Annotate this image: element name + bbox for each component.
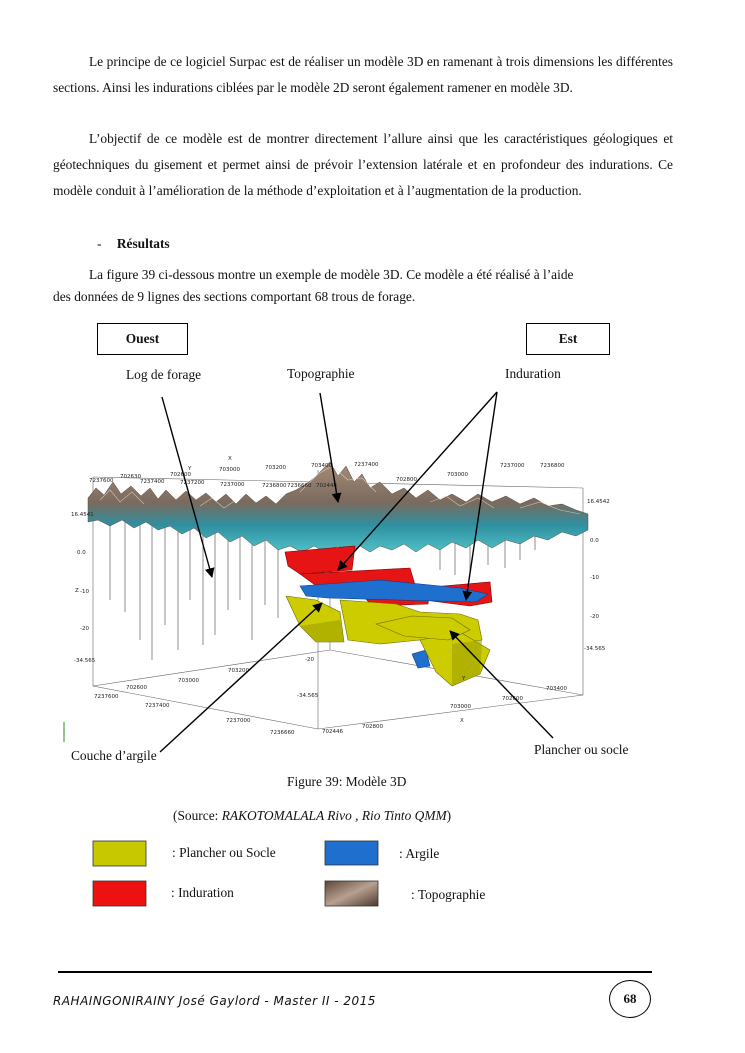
tick-top-17: 7236800 [540, 463, 565, 469]
tick-top-14: 702800 [396, 477, 417, 483]
tick-zm10-left: -10 [80, 589, 89, 595]
tick-bottom-1: 7237600 [94, 694, 119, 700]
page-number: 68 [609, 980, 651, 1018]
tick-top-11: 703400 [311, 463, 332, 469]
tick-top-15: 703000 [447, 472, 468, 478]
figure-intro-line1: La figure 39 ci-dessous montre un exemple de modèle 3D. Ce modèle a été réalisé à l’aide [89, 267, 574, 282]
legend-swatch-induration [93, 881, 146, 906]
tick-bottom-3: 7237400 [145, 703, 170, 709]
callout-floor: Plancher ou socle [534, 742, 629, 757]
callout-log: Log de forage [126, 367, 202, 382]
tick-top-12: 702446 [316, 483, 337, 489]
axis-y-label: Y [188, 466, 192, 472]
tick-z0-right: 0.0 [590, 538, 599, 544]
tick-top-6: 703000 [219, 467, 240, 473]
axis-x-label: X [460, 718, 464, 724]
legend-label-induration: : Induration [171, 885, 234, 900]
tick-top-7: 7237000 [220, 482, 245, 488]
legend-label-floor: : Plancher ou Socle [172, 845, 276, 860]
callout-clay: Couche d’argile [71, 748, 157, 763]
tick-bottom-12: 703200 [228, 668, 249, 674]
footer-rule [58, 971, 652, 973]
tick-z-top-left: 16.4541 [71, 512, 94, 518]
topography-surface [88, 462, 588, 552]
east-label-box: Est [526, 323, 610, 355]
results-title: Résultats [116, 236, 170, 251]
axis-y-label-right: Y [462, 676, 466, 682]
tick-zm20-center: -20 [305, 657, 314, 663]
tick-z-top-right: 16.4542 [587, 499, 610, 505]
tick-zm10-right: -10 [590, 575, 599, 581]
tick-top-9: 7236800 [262, 483, 287, 489]
tick-zm20-left: -20 [80, 626, 89, 632]
callout-induration: Induration [505, 366, 561, 381]
arrow-log [162, 397, 212, 577]
tick-bottom-2: 702600 [126, 685, 147, 691]
paragraph-model-objective: L’objectif de ce modèle est de montrer directement l’allure ainsi que les caractéristiques géologiques et géotechniques du gisement et permet ainsi de prévoir l’extension latérale et en profondeur des indurations. Ce modèle conduit à l’amélioration de la méthode d’exploitation et à l’augmentation de la production. [53, 131, 673, 198]
tick-zmin-center: -34.565 [297, 693, 319, 699]
tick-top-10: 7236660 [287, 483, 312, 489]
tick-top-5: 7237200 [180, 480, 205, 486]
tick-bottom-10: 703400 [546, 686, 567, 692]
legend-label-clay: : Argile [399, 846, 440, 861]
tick-bottom-8: 702800 [362, 724, 383, 730]
tick-bottom-9: 703000 [450, 704, 471, 710]
source-suffix: ) [446, 808, 452, 823]
legend-swatch-floor [93, 841, 146, 866]
tick-top-16: 7237000 [500, 463, 525, 469]
source-author: RAKOTOMALALA Rivo , Rio Tinto QMM [221, 808, 447, 823]
west-label-box: Ouest [97, 323, 188, 355]
footer-author: RAHAINGONIRAINY José Gaylord - Master II - 2015 [53, 994, 376, 1008]
tick-bottom-5: 7237000 [226, 718, 251, 724]
tick-bottom-11: 702600 [502, 696, 523, 702]
tick-top-4: 702600 [170, 472, 191, 478]
legend-label-topography: : Topographie [411, 887, 486, 902]
arrow-floor [450, 631, 553, 738]
axis-x-label-top: X [228, 456, 232, 462]
tick-top-1: 7237600 [89, 478, 114, 484]
tick-bottom-7: 702446 [322, 729, 343, 735]
axis-z-label: Z [75, 588, 79, 594]
callout-topography: Topographie [287, 366, 355, 381]
arrow-induration-right [466, 392, 497, 600]
legend-swatch-clay [325, 841, 378, 865]
tick-bottom-6: 7236660 [270, 730, 295, 736]
bullet-marker: - [97, 236, 102, 251]
figure-source [173, 808, 451, 824]
source-prefix: (Source: [173, 808, 222, 823]
figure-caption: Figure 39: Modèle 3D [287, 774, 407, 789]
tick-top-13: 7237400 [354, 462, 379, 468]
legend-swatch-topography [325, 881, 378, 906]
tick-bottom-4: 703000 [178, 678, 199, 684]
tick-zmin-left: -34.565 [74, 658, 96, 664]
tick-zmin-right: -34.565 [584, 646, 606, 652]
tick-top-3: 7237400 [140, 479, 165, 485]
tick-z0-left: 0.0 [77, 550, 86, 556]
figure-intro-line2: des données de 9 lignes des sections comportant 68 trous de forage. [53, 289, 416, 304]
tick-zm20-right: -20 [590, 614, 599, 620]
tick-top-2: 702630 [120, 474, 141, 480]
tick-top-8: 703200 [265, 465, 286, 471]
paragraph-surpac-principle: Le principe de ce logiciel Surpac est de réaliser un modèle 3D en ramenant à trois dimensions les différentes sections. Ainsi les indurations ciblées par le modèle 2D seront également ramener en modèle 3D. [53, 54, 673, 95]
